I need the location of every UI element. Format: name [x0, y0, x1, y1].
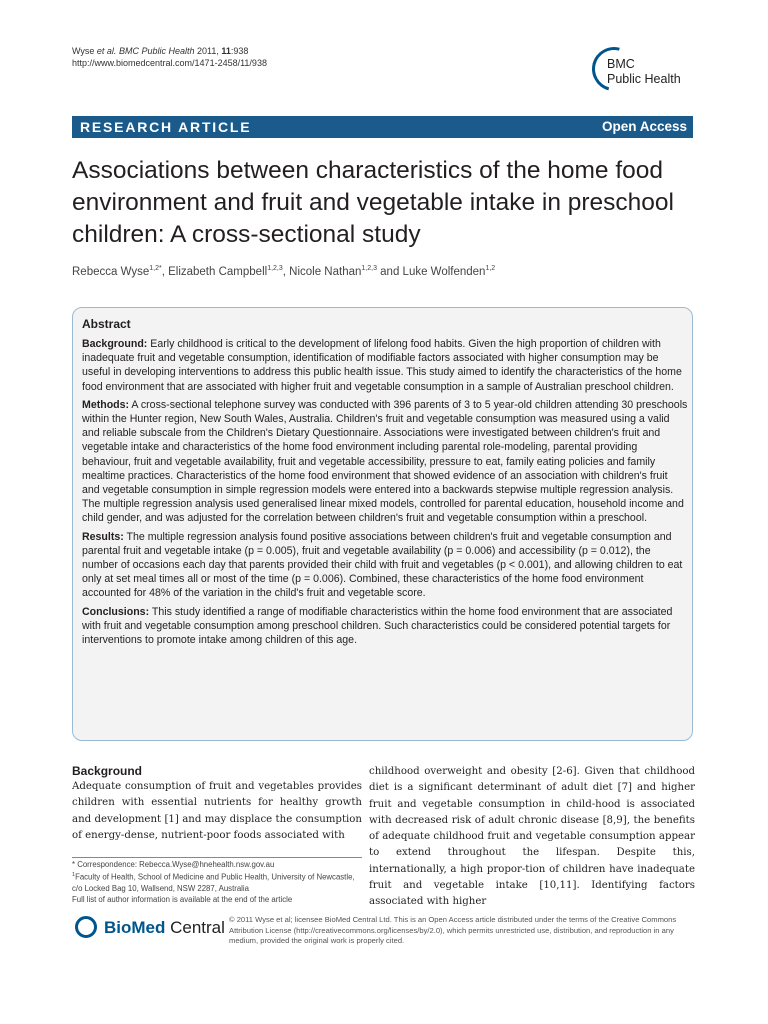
author: Luke Wolfenden: [402, 265, 486, 278]
affiliation-number: 1: [72, 872, 76, 879]
correspondence: * Correspondence: Rebecca.Wyse@hnehealth.nsw.gov.au: [72, 860, 275, 869]
author-info-note: Full list of author information is available at the end of the article: [72, 895, 293, 905]
abstract-background-text: Early childhood is critical to the development of lifelong food habits. Given the high proportion of children with inadequate fruit and vegetable consumption, identification of modifiable factors associated with higher consumption may be useful in developing interventions to address this public health issue. This study aimed to identify the characteristics of the home food environment that are associated with higher fruit and vegetable consumption in a sample of Australian preschool children.: [82, 338, 682, 393]
author-list: [72, 265, 495, 278]
logo-line-2: Public Health: [607, 72, 681, 86]
section-heading-background: Background: [72, 764, 143, 778]
author-affiliation: 1,2,3: [361, 265, 377, 272]
body-column-1: Adequate consumption of fruit and vegetables provides children with essential nutrients for healthy growth and development [1] and may displace the consumption of energy-dense, nutrient-poor foods associated with: [72, 781, 362, 841]
abstract-methods: [82, 398, 688, 526]
abstract-heading: Abstract: [82, 317, 131, 331]
abstract-conclusions-text: This study identified a range of modifiable characteristics within the home food environment that are associated with fruit and vegetable consumption among preschool children. Such characteristics could be considered potential targets for interventions to promote intake among children of this age.: [82, 605, 673, 647]
logo-line-1: BMC: [607, 57, 635, 71]
article-type-banner: [72, 116, 693, 138]
logo-bold-part: BioMed: [104, 918, 166, 937]
author-affiliation: 1,2: [485, 265, 496, 272]
citation-journal: BMC Public Health: [116, 46, 195, 56]
affiliation-text: Faculty of Health, School of Medicine and Public Health, University of Newcastle, c/o Locked Bag 10, Wallsend, NSW 2287, Australia: [72, 872, 355, 893]
logo-rest-part: Central: [165, 918, 225, 937]
author-separator: ,: [282, 265, 290, 278]
author: Elizabeth Campbell: [168, 265, 268, 278]
biomed-central-logo: [104, 918, 225, 938]
body-column-2: childhood overweight and obesity [2-6]. Given that childhood diet is a significant determinant of adult diet [7] and higher fruit and vegetable consumption in child-hood is associated with decreased risk of adult chronic disease [8,9], the benefits of adequate childhood fruit and vegetable consumption appear to extend throughout the lifespan. Despite this, internationally, a high propor-tion of children have inadequate fruit and vegetable intake [10,11]. Identifying factors associated with higher: [369, 766, 695, 908]
abstract-background: [82, 337, 688, 394]
biomed-central-logo-icon: [75, 916, 97, 938]
affiliation: [72, 870, 364, 894]
author: Rebecca Wyse: [72, 265, 150, 278]
citation-year: 2011,: [194, 46, 222, 56]
abstract-methods-label: Methods:: [82, 398, 130, 411]
article-url[interactable]: http://www.biomedcentral.com/1471-2458/11/938: [72, 58, 267, 68]
abstract-conclusions-label: Conclusions:: [82, 605, 150, 618]
abstract-conclusions: [82, 605, 688, 648]
author-separator: and: [376, 265, 403, 278]
author-affiliation: 1,2*: [149, 265, 162, 272]
article-title: Associations between characteristics of the home food environment and fruit and vegetable intake in preschool children: A cross-sectional study: [72, 157, 674, 248]
citation-volume: 11: [221, 46, 231, 56]
citation-etal: et al.: [96, 46, 117, 56]
abstract-body: [82, 337, 688, 651]
abstract-results: [82, 530, 688, 601]
author: Nicole Nathan: [289, 265, 362, 278]
footnote: [72, 859, 364, 905]
journal-logo: [607, 57, 681, 87]
footnote-divider: [72, 857, 362, 858]
author-affiliation: 1,2,3: [267, 265, 283, 272]
citation-page: :938: [230, 46, 249, 56]
abstract-methods-text: A cross-sectional telephone survey was conducted with 396 parents of 3 to 5 year-old children attending 30 preschools within the Hunter region, New South Wales, Australia. Children's fruit and vegetable consumption was measured using a valid and reliable subscale from the Children's Dietary Questionnaire. Associations were investigated between children's fruit and vegetable intake and characteristics of the home food environment including parental role-modeling, parental providing behaviour, fruit and vegetable availability, fruit and vegetable accessibility, pressure to eat, family eating policies and family mealtime practices. Characteristics of the home food environment that showed evidence of an association with children's fruit and vegetable consumption in simple regression models were entered into a backwards stepwise multiple regression analysis. The multiple regression analysis used generalised linear mixed models, controlled for parental education, household income and child gender, and was adjusted for the correlation between children's fruit and vegetable consumption within a preschool.: [82, 398, 688, 525]
abstract-results-label: Results:: [82, 530, 124, 543]
abstract-results-text: The multiple regression analysis found positive associations between children's fruit and vegetable consumption and parental fruit and vegetable intake (p = 0.005), fruit and vegetable availability (p = 0.006) and accessibility (p = 0.012), the number of occasions each day that parents provided their child with fruit and vegetables (p < 0.001), and allowing children to eat only at set meal times all or most of the time (p = 0.006). Combined, these characteristics of the home food environment accounted for 48% of the variation in the child's fruit and vegetable score.: [82, 530, 683, 600]
article-type-label: RESEARCH ARTICLE: [80, 119, 252, 135]
abstract-background-label: Background:: [82, 338, 148, 350]
license-text: © 2011 Wyse et al; licensee BioMed Central Ltd. This is an Open Access article distributed under the terms of the Creative Commons Attribution License (http://creativecommons.org/licenses/by/2.0), which permits unrestricted use, distribution, and reproduction in any medium, provided the original work is properly cited.: [229, 915, 677, 946]
citation-author: Wyse: [72, 46, 97, 56]
author-separator: ,: [161, 265, 169, 278]
open-access-label: Open Access: [601, 119, 687, 134]
